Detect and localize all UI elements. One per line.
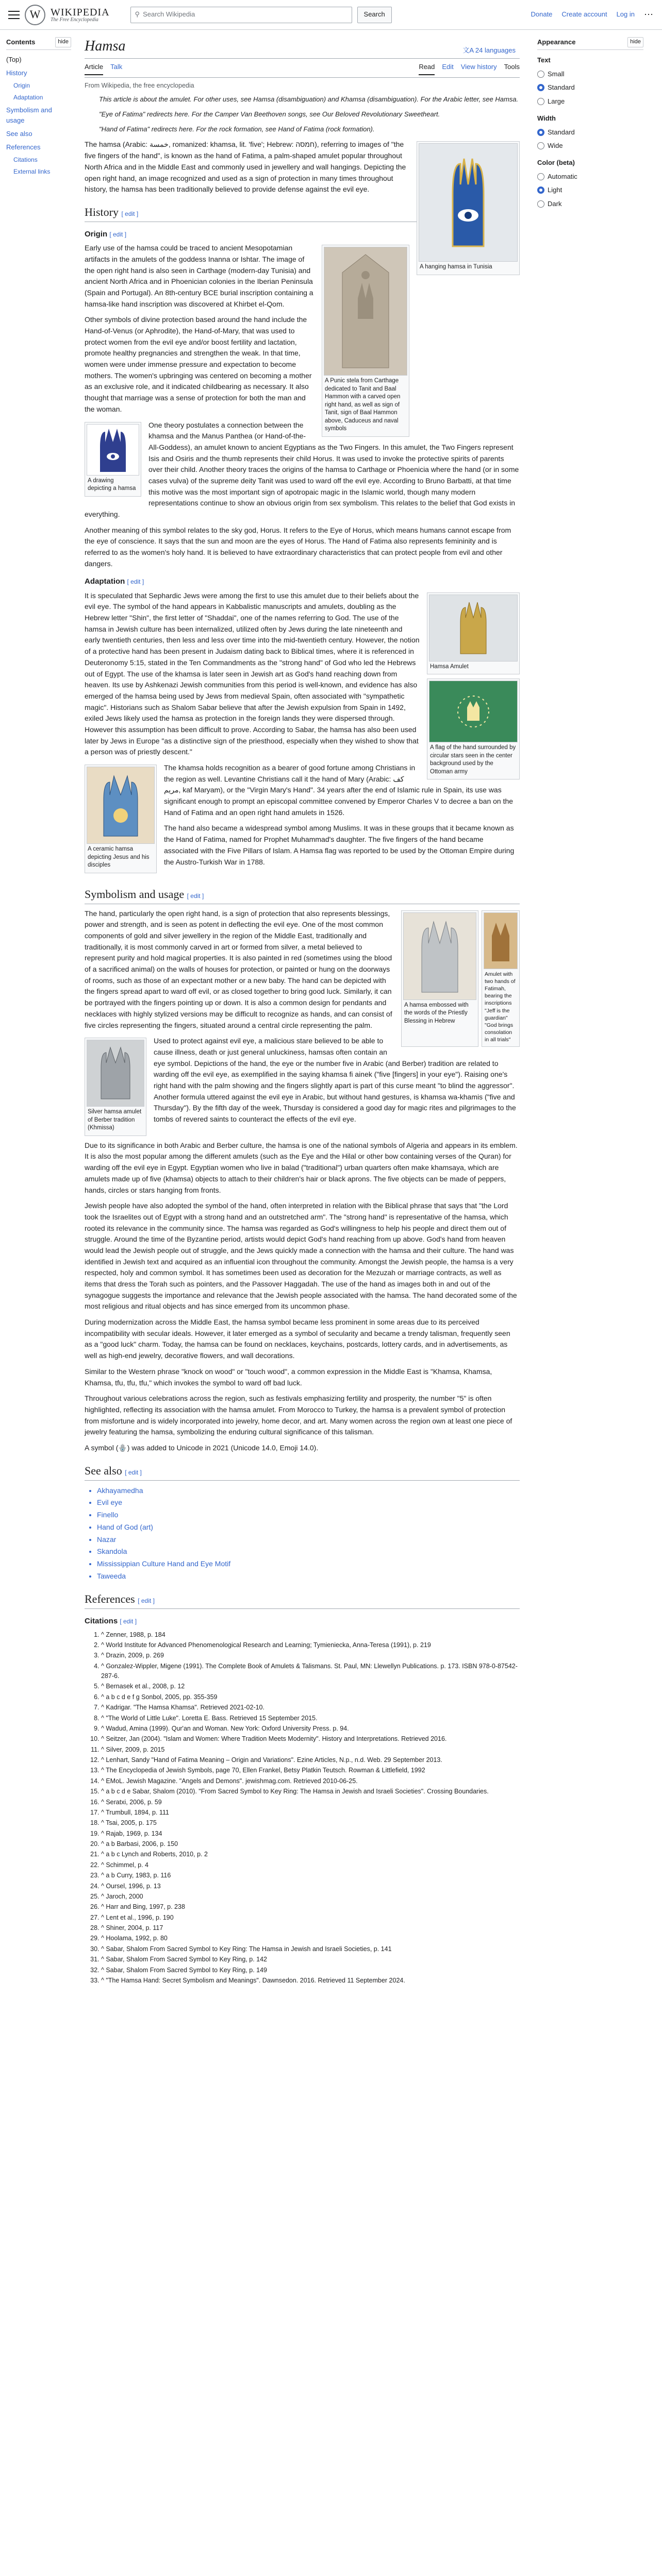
wikipedia-wordmark[interactable]: WIKIPEDIA The Free Encyclopedia [51,6,110,23]
see-also-link[interactable]: • Nazar [97,1534,520,1546]
citation-item: 16. ^ Seratxi, 2006, p. 59 [101,1798,520,1807]
symbolism-paragraph: Similar to the Western phrase "knock on wood" or "touch wood", a common expression in the Middle East is "Khamsa, Khamsa, Khamsa, tfu, tfu, tfu," which invokes the symbol to ward off bad luck. [85,1367,492,1387]
silver-hamsa-image[interactable] [403,912,476,1000]
lead-paragraph: The hamsa (Arabic: خمسة, romanized: khamsa, lit. 'five'; Hebrew: חמסה), referring to images of "the five fingers of the hand", is known as the hand of Fatima, a palm-shaped amulet popular throughout North Africa and in the Middle East and commonly used in jewellery and wall hangings. Depicting the open right hand, an image recognized and used as a sign of protection in many times throughout history, the hamsa has been traditionally believed to provide defense against the evil eye. [85,140,406,194]
figure-caption: Silver hamsa amulet of Berber tradition (Khmissa) [88,1109,142,1131]
toc-sub-origin[interactable]: Origin [13,82,30,90]
toc-item-history[interactable]: History [6,69,27,77]
search-button[interactable]: Search [357,7,392,23]
see-also-link[interactable]: • Skandola [97,1546,520,1558]
tab-read[interactable]: Read [419,62,435,75]
page-title: Hamsa 文A 24 languages [85,35,520,59]
edit-link[interactable]: [ edit ] [120,1618,137,1625]
text-large-option[interactable]: Large [537,95,643,108]
origin-paragraph: Another meaning of this symbol relates to the sky god, Horus. It refers to the Eye of Horus, which means humans cannot escape from the eye of conscience. It says that the sun and moon are the eyes of Horus. The Hand of Fatima also represents femininity and is referred to as the women's holy hand. It is believed to have extraordinary characteristics that can protect people from evil and other dangers. [85,526,511,568]
citation-item: 13. ^ The Encyclopedia of Jewish Symbols, page 70, Ellen Frankel, Betsy Platkin Teutsch. Rowman & Littlefield, 1992 [101,1766,520,1775]
symbolism-paragraph: Throughout various celebrations across the region, such as festivals emphasizing fertility and prosperity, the number "5" is often highlighted, reflecting its association with the hamsa amulet. From Morocco to Turkey, the hamsa is a prevalent symbol of protection from misfortune and is widely incorporated into jewelry, home decor, and art. Many women across the region own at least one piece of jewelry featuring the hamsa, symbolizing the enduring cultural significance of this talisman. [85,1394,512,1436]
edit-link[interactable]: [ edit ] [187,892,204,900]
citation-item: 22. ^ Schimmel, p. 4 [101,1860,520,1870]
citation-item: 26. ^ Harr and Bing, 1997, p. 238 [101,1902,520,1912]
section-heading-see-also: See also [ edit ] [85,1462,520,1481]
color-automatic-option[interactable]: Automatic [537,170,643,183]
hamsa-drawing-figure [85,422,141,497]
section-heading-citations: Citations [ edit ] [85,1617,137,1626]
radio-icon [537,98,544,105]
see-also-list [97,1485,520,1583]
ottoman-flag-figure [427,679,520,779]
toc-item-symbolism[interactable]: Symbolism and usage [6,106,52,124]
toc-sub-citations[interactable]: Citations [13,156,38,164]
radio-selected-icon [537,129,544,136]
citation-item: 21. ^ a b c Lynch and Roberts, 2010, p. 2 [101,1850,520,1859]
section-heading-adaptation: Adaptation [ edit ] [85,577,144,586]
toc-hide-button[interactable]: hide [55,37,71,47]
edit-link[interactable]: [ edit ] [109,230,127,238]
text-standard-option[interactable]: Standard [537,81,643,94]
citation-item: 11. ^ Silver, 2009, p. 2015 [101,1745,520,1755]
see-also-link[interactable]: • Hand of God (art) [97,1521,520,1534]
search-icon: ⚲ [135,10,140,19]
toc-item-top[interactable]: (Top) [6,56,22,64]
section-heading-origin: Origin [ edit ] [85,229,127,239]
toc-item-see-also[interactable]: See also [6,129,32,138]
amulet-image[interactable] [429,595,518,662]
hatnote: This article is about the amulet. For other uses, see Hamsa (disambiguation) and Khamsa (disambiguation). For the Arabic letter, see Hamsa. [99,95,519,103]
edit-link[interactable]: [ edit ] [127,578,144,586]
appearance-title: Appearance [537,38,576,46]
fatimah-amulet-figure [482,910,520,1047]
lead-figure [417,141,520,275]
edit-link[interactable]: [ edit ] [125,1468,142,1476]
citation-item: 27. ^ Lent et al., 1996, p. 190 [101,1913,520,1923]
figure-caption: A hamsa embossed with the words of the Priestly Blessing in Hebrew [404,1002,469,1024]
login-link[interactable]: Log in [616,10,635,19]
citations-list [101,1630,520,1986]
origin-paragraph: Other symbols of divine protection based around the hand include the Hand-of-Venus (or Aphrodite), the Hand-of-Mary, that was used to protect women from the evil eye and/or boost fertility and lactation, promote healthy pregnancies and strengthen the weak. In that time, women were under immense pressure and expectation to become mothers. The women's upbringing was centered on becoming a mother as an exclusive role, and it indicated childbearing as necessary. It also thought that marriage was a sense of protection for both the man and the woman. [85,315,312,413]
berber-hamsa-figure [85,1038,146,1136]
adaptation-paragraph: The hand also became a widespread symbol among Muslims. It was in these groups that it became known as the Hand of Fatima, named for Prophet Muhammad's daughter. The five fingers of the hand became associated with the Five Pillars of Islam. A Hamsa flag was reported to be used by the Ottoman Empire during the Austro-Turkish War in 1788. [164,824,515,866]
symbolism-paragraph: During modernization across the Middle East, the hamsa symbol became less prominent in some areas due to its perceived incompatibility with secular ideals. However, it later emerged as a symbol of secularity and became a trendy talisman, frequently seen as a "good luck" charm. Today, the hamsa can be found on necklaces, keychains, postcards, lottery cards, and in advertisements, as well as high-end jewelry, decorative flowers, and wall decorations. [85,1318,510,1360]
see-also-link[interactable]: • Finello [97,1509,520,1521]
radio-icon [537,142,544,149]
section-heading-history: History [ edit ] [85,204,520,222]
ceramic-hamsa-figure [85,765,157,873]
article-body [77,30,531,1986]
citation-item: 33. ^ "The Hamsa Hand: Secret Symbolism and Meanings". Dawnsedon. 2016. Retrieved 11 September 2024. [101,1976,520,1986]
hatnote: "Hand of Fatima" redirects here. For the rock formation, see Hand of Fatima (rock formation). [99,125,375,133]
symbolism-paragraph: The hand, particularly the open right hand, is a sign of protection that also represents blessings, power and strength, and is seen as potent in deflecting the evil eye. One of the most common components of gold and silver jewellery in the region of the Middle East, traditionally and traditionally, it is most commonly carved in art or formed from silver, a metal believed to represent purity and hold magical properties. It is also painted in red (sometimes using the blood of a sacrificed animal) on the walls of houses for protection, or painted or hung on the doorways of rooms, such as those of an expectant mother or a new baby. The hand can be depicted with the fingers spread apart to ward off evil, or as closed together to bring good luck. Similarly, it can be portrayed with the fingers pointing up or down. It is also a common design for pendants and necklaces with highly stylized versions may be difficult to recognize as hands, and can consist of five circles representing the fingers, situated around a central circle representing the palm. [85,909,392,1029]
create-account-link[interactable]: Create account [561,10,607,19]
priestly-blessing-figure [401,910,478,1047]
hamsa-image[interactable] [419,143,518,262]
radio-icon [537,200,544,208]
punic-stela-figure [322,245,409,437]
citation-item: 32. ^ Sabar, Shalom From Sacred Symbol to Key Ring, p. 149 [101,1965,520,1975]
search-input[interactable]: ⚲ Search Wikipedia [130,7,352,23]
color-title: Color (beta) [537,159,575,167]
citation-item: 24. ^ Oursel, 1996, p. 13 [101,1882,520,1891]
citation-item: 12. ^ Lenhart, Sandy "Hand of Fatima Meaning – Origin and Variations". Ezine Articles, N.p., n.d. Web. 29 September 2013. [101,1755,520,1765]
see-also-link[interactable]: • Akhayamedha [97,1485,520,1497]
table-of-contents [0,30,77,1986]
citation-item: 8. ^ "The World of Little Luke". Loretta E. Bass. Retrieved 15 September 2015. [101,1714,520,1723]
amulet-image[interactable] [484,912,518,969]
adaptation-paragraph: The khamsa holds recognition as a bearer of good fortune among Christians in the region as well. Levantine Christians call it the hand of Mary (Arabic: كف مريم, kaf Maryam), or the "Virgin Mary's Hand". 34 years after the end of Islamic rule in Spain, its use was significant enough to prompt an episcopal committee convened by Emperor Charles V to decree a ban on the Hand of Fatima and an open right hand amulets in 1526. [164,764,514,817]
text-small-option[interactable]: Small [537,67,643,81]
toc-item-references[interactable]: References [6,143,41,151]
figure-caption: A drawing depicting a hamsa [88,477,136,492]
symbolism-figures [401,910,520,1047]
page-tabs [85,59,520,77]
section-heading-references: References [ edit ] [85,1590,520,1609]
radio-selected-icon [537,187,544,194]
radio-selected-icon [537,84,544,91]
edit-link[interactable]: [ edit ] [138,1597,155,1605]
khmissa-image[interactable] [87,1040,144,1107]
text-size-title: Text [537,56,551,64]
citation-item: 23. ^ a b Curry, 1983, p. 116 [101,1871,520,1880]
hatnote: "Eye of Fatima" redirects here. For the Camper Van Beethoven songs, see Our Beloved Revolutionary Sweetheart. [99,110,440,118]
appearance-panel [531,30,650,1986]
citation-item: 18. ^ Tsai, 2005, p. 175 [101,1818,520,1828]
citation-item: 9. ^ Wadud, Amina (1999). Qur'an and Woman. New York: Oxford University Press. p. 94. [101,1724,520,1734]
symbolism-paragraph: A symbol (🪬) was added to Unicode in 2021 (Unicode 14.0, Emoji 14.0). [85,1443,319,1452]
main-menu-icon[interactable] [8,11,20,19]
width-wide-option[interactable]: Wide [537,139,643,152]
citation-item: 30. ^ Sabar, Shalom From Sacred Symbol to Key Ring: The Hamsa in Jewish and Israeli Societies, p. 141 [101,1944,520,1954]
citation-item: 1. ^ Zenner, 1988, p. 184 [101,1630,520,1640]
toc-title: Contents [6,38,36,46]
see-also-link[interactable]: • Evil eye [97,1497,520,1509]
citation-item: 7. ^ Kadrigar. "The Hamsa Khamsa". Retrieved 2021-02-10. [101,1703,520,1713]
symbolism-paragraph: Used to protect against evil eye, a malicious stare believed to be able to cause illness, death or just general unluckiness, hamsas often contain an eye symbol. Depictions of the hand, the eye or the number five in Arabic (and Berber) tradition are related to warding off the evil eye, as exemplified in the saying khamsa fi ainek ("five [fingers] in your eye"). Raising one's right hand with the palm showing and the fingers slightly apart is part of this curse meant "to blind the aggressor". Another formula uttered against the evil eye in Arabic, but without hand gestures, is khamsa wa-khamis ("five and Thursday"). By the fifth day of the week, Thursday is considered a good day for magic rites and pilgrimages to the tombs of revered saints to counteract the effects of the evil eye. [154,1037,516,1124]
see-also-link[interactable]: • Mississippian Culture Hand and Eye Motif [97,1558,520,1570]
citation-item: 15. ^ a b c d e Sabar, Shalom (2010). "From Sacred Symbol to Key Ring: The Hamsa in Jewish and Israeli Societies". Crossing Boundaries. [101,1787,520,1797]
symbolism-paragraph: Jewish people have also adopted the symbol of the hand, often interpreted in relation with the Biblical phrase that says that "the Lord took the Israelites out of Egypt with a strong hand and an outstretched arm". The "strong hand" is representative of the hamsa, which rooted its relevance in the community since. The hamsa was regarded as God's willingness to help his people and direct them out of struggle. Around the time of the Byzantine period, artists would depict God's hand reaching from up above. God's hand from heaven would lead the Jewish people out of struggle, and the Jews quickly made a connection with the hamsa and their culture. The hand was identified in Jewish text and acquired as an influential icon throughout the community. Amongst the Jewish people, the hamsa is a very respected, holy and common symbol. It has sometimes been used as decoration for the Mezuzah or marriage contracts, as well as items that dress the Torah such as pointers, and the Passover Haggadah. The use of the hand as images both in and out of the synagogue suggests the importance and relevance that the Jewish people associated with the hamsa. The hand decorated some of the most religious and ritual objects and has since emerged from its uncommon phase. [85,1201,517,1311]
appearance-hide-button[interactable]: hide [627,37,643,47]
citation-item: 3. ^ Drazin, 2009, p. 269 [101,1651,520,1660]
figure-caption: Hamsa Amulet [430,663,469,670]
donate-link[interactable]: Donate [531,10,553,19]
ceramic-image[interactable] [87,767,155,844]
figure-caption: A flag of the hand surrounded by circular stars seen in the center background used by the Ottoman army [430,744,516,775]
color-light-option[interactable]: Light [537,183,643,197]
citation-item: 2. ^ World Institute for Advanced Phenomenological Research and Learning; Tymieniecka, Anna-Teresa (1991), p. 219 [101,1640,520,1650]
color-dark-option[interactable]: Dark [537,197,643,211]
citation-item: 10. ^ Seitzer, Jan (2004). "Islam and Women: Where Tradition Meets Modernity". History and Interpretations. Retrieved 2016. [101,1734,520,1744]
section-heading-symbolism: Symbolism and usage [ edit ] [85,886,520,904]
languages-button[interactable]: 文A 24 languages [462,46,516,55]
drawing-image[interactable] [87,424,139,476]
citation-item: 28. ^ Shiner, 2004, p. 117 [101,1923,520,1933]
adaptation-paragraph: It is speculated that Sephardic Jews were among the first to use this amulet due to their beliefs about the evil eye. The symbol of the hand appears in Kabbalistic manuscripts and amulets, doubling as the Hebrew letter "Shin", the first letter of "Shaddai", one of the names referring to God. The use of the hamsa in Jewish culture has been internalized, utilized often by Jews during the late nineteenth and early twentieth centuries, then less and less over time into the mid-twentieth century. However, the notion of a protective hand has been present in Judaism dating back to Biblical times, where it is referenced in Deuteronomy 5:15, stated in the Ten Commandments as the "strong hand" of God who led the Hebrews out of Egypt. The use of the khamsa is later seen in Jewish art as God's hand reaching down from heaven. Its use by Ashkenazi Jewish communities from this period is well-known, and evidence has also emerged of the hamsa being used by Jews from medieval Spain, often associated with "sympathetic magic". Historians such as Shalom Sabar believe that after the Jewish expulsion from Spain in 1492, exiled Jews likely used the hamsa as protection in the foreign lands they were dispersed through. However this assumption has been difficult to prove. According to Sabar, the hamsa has also been used later by Jews in Europe "as a distinctive sign of the priesthood, especially when they wished to show that a person was of priestly descent." [85,591,420,756]
figure-caption: Amulet with two hands of Fatimah, bearing the inscriptions "Jeff is the guardian" "God brings consolation in all trials" [485,971,516,1043]
citation-item: 4. ^ Gonzalez-Wippler, Migene (1991). The Complete Book of Amulets & Talismans. St. Paul, MN: Llewellyn Publications. p. 173. ISBN 978-0-87542-287-6. [101,1662,520,1682]
figure-caption: A ceramic hamsa depicting Jesus and his disciples [88,846,150,869]
citation-item: 6. ^ a b c d e f g Sonbol, 2005, pp. 355-359 [101,1692,520,1702]
more-options-icon[interactable]: ⋯ [644,9,654,20]
flag-image[interactable] [429,681,518,742]
citation-item: 14. ^ EMoL. Jewish Magazine. "Angels and Demons". jewishmag.com. Retrieved 2010-06-25. [101,1776,520,1786]
figure-caption: A Punic stela from Carthage dedicated to Tanit and Baal Hammon with a carved open right hand, as well as sign of Tanit, sign of Baal Hammon above, Caduceus and naval symbols [325,378,401,432]
radio-icon [537,71,544,78]
tab-tools[interactable]: Tools [504,63,520,71]
toc-sub-adaptation[interactable]: Adaptation [13,94,43,101]
width-title: Width [537,114,556,122]
citation-item: 29. ^ Hoolama, 1992, p. 80 [101,1934,520,1943]
toc-sub-external-links[interactable]: External links [13,167,51,175]
origin-paragraph: Early use of the hamsa could be traced to ancient Mesopotamian artifacts in the amulets of the goddess Inanna or Ishtar. The image of the open right hand is also seen in Carthage (modern-day Tunisia) and ancient North Africa and in Phoenician colonies in the Iberian Peninsula (Spain and Portugal). An 8th-century BCE burial inscription containing a hamsa-like hand inscription was discovered at Khirbet el-Qom. [85,244,313,308]
citation-item: 25. ^ Jaroch, 2000 [101,1892,520,1902]
tab-edit[interactable]: Edit [442,63,454,71]
citation-item: 20. ^ a b Barbasi, 2006, p. 150 [101,1839,520,1849]
width-standard-option[interactable]: Standard [537,126,643,139]
citation-item: 5. ^ Bernasek et al., 2008, p. 12 [101,1682,520,1691]
from-wikipedia: From Wikipedia, the free encyclopedia [85,81,194,89]
wikipedia-logo-icon[interactable]: W [25,5,45,25]
hamsa-amulet-figure [427,592,520,675]
site-header [0,0,662,30]
stela-image[interactable] [324,247,407,376]
tab-article[interactable]: Article [85,62,103,75]
citation-item: 19. ^ Rajab, 1969, p. 134 [101,1829,520,1839]
radio-icon [537,173,544,180]
citation-item: 17. ^ Trumbull, 1894, p. 111 [101,1808,520,1818]
adaptation-figures [427,592,520,780]
edit-link[interactable]: [ edit ] [121,210,139,217]
citation-item: 31. ^ Sabar, Shalom From Sacred Symbol to Key Ring, p. 142 [101,1955,520,1964]
origin-paragraph: One theory postulates a connection between the khamsa and the Manus Panthea (or Hand-of-the-All-Goddess), an amulet known to ancient Egyptians as the Two Fingers. In this amulet, the Two Fingers represent Isis and Osiris and the thumb represents their child Horus. It was used to invoke the protective spirits of parents over their child. Another theory traces the origins of the hamsa to Carthage or Phoenicia where the hand (or in some cases vulva) of the supreme deity Tanit was used to ward off the evil eye. According to Bruno Barbatti, at that time this motive was the most important sign of apotropaic magic in the Islamic world, though many modern representations continue to show an obvious origin from sex symbolism. This relates to the belief that God exists in everything. [85,420,519,519]
figure-caption: A hanging hamsa in Tunisia [420,264,492,270]
symbolism-paragraph: Due to its significance in both Arabic and Berber culture, the hamsa is one of the national symbols of Algeria and appears in its emblem. It is also the most popular among the different amulets (such as the Eye and the Hilal or other bow containing verses of the Quran) for warding off the evil eye in Egypt. Egyptian women who live in balad ("traditional") urban quarters often make khamsaya, which are amulets made up of five (khamsa) objects to attach to their children's hair or black aprons. The five objects can be made of peppers, hands, circles or stars hanging from fronts. [85,1141,518,1194]
tab-view-history[interactable]: View history [460,63,497,71]
see-also-link[interactable]: • Taweeda [97,1570,520,1583]
tab-talk[interactable]: Talk [110,63,123,71]
